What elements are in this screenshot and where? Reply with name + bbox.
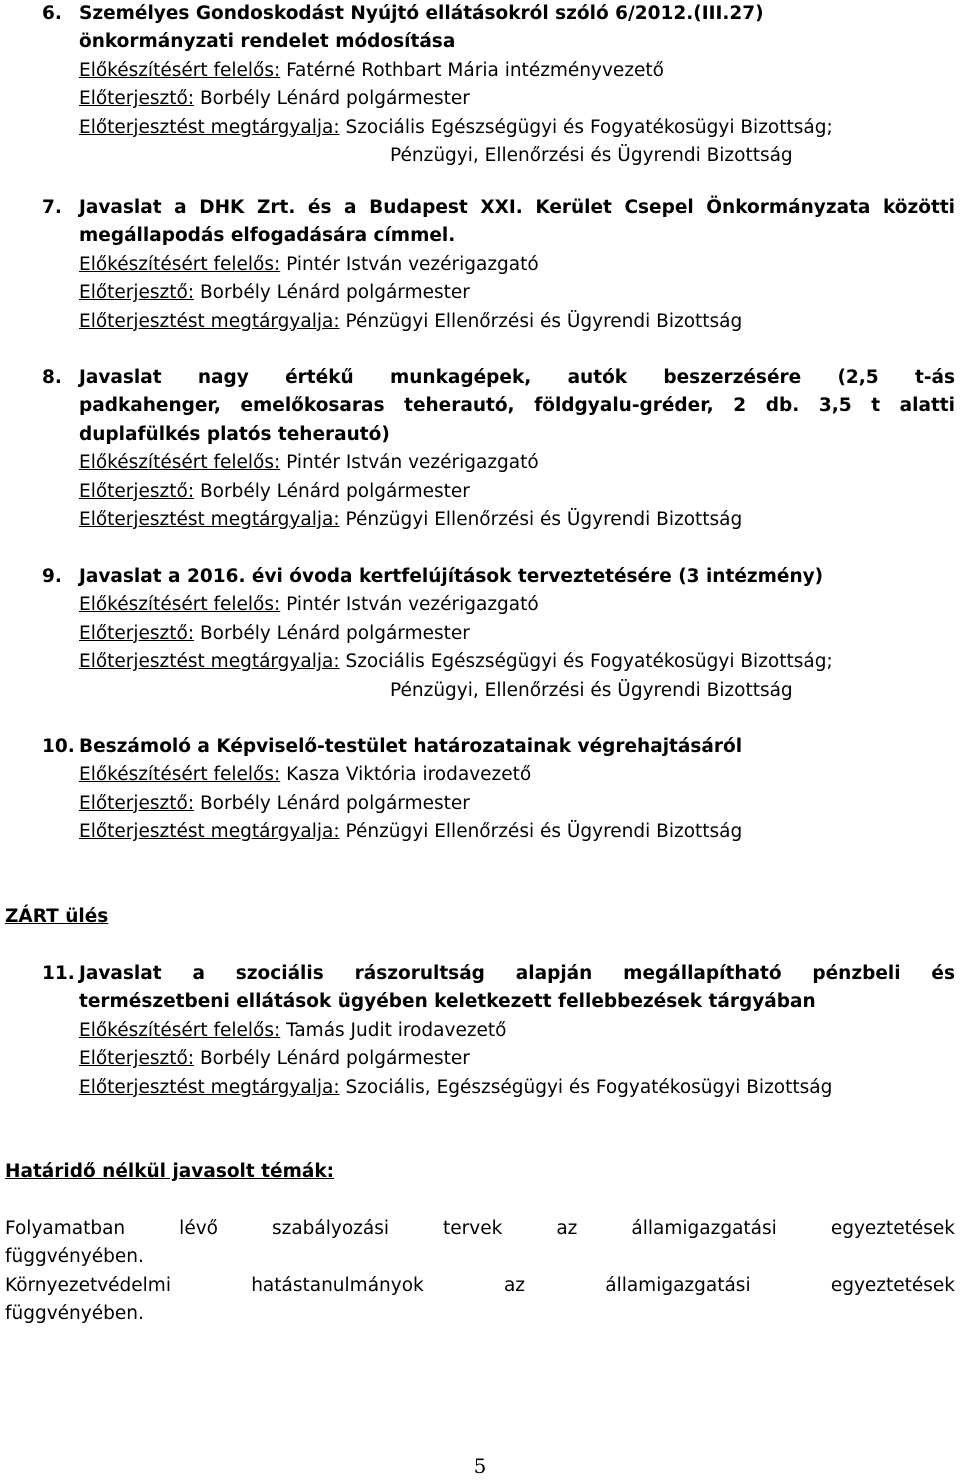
discussed-row: Előterjesztést megtárgyalja: Szociális, Egészségügyi és Fogyatékosügyi Bizottság	[79, 1076, 833, 1098]
agenda-item-9	[0, 563, 960, 705]
item-title: Javaslat nagy értékű munkagépek, autók beszerzésére (2,5 t-ás padkahenger, emelőkosaras teherautó, földgyalu-gréder, 2 db. 3,5 t alatti duplafülkés platós teherautó)	[79, 367, 955, 445]
preparer-row: Előkészítésért felelős: Pintér István vezérigazgató	[79, 594, 539, 616]
item-title: Javaslat a DHK Zrt. és a Budapest XXI. Kerület Csepel Önkormányzata közötti megállapodás elfogadására címmel.	[79, 197, 955, 247]
presenter-row: Előterjesztő: Borbély Lénárd polgármester	[79, 88, 470, 110]
preparer-row: Előkészítésért felelős: Kasza Viktória irodavezető	[79, 764, 532, 786]
preparer-row: Előkészítésért felelős: Pintér István vezérigazgató	[79, 253, 539, 275]
agenda-item-6	[0, 0, 960, 170]
presenter-row: Előterjesztő: Borbély Lénárd polgármester	[79, 1048, 470, 1070]
agenda-item-11	[0, 960, 960, 1102]
discussed-row: Előterjesztést megtárgyalja: Szociális Egészségügyi és Fogyatékosügyi Bizottság;	[79, 116, 833, 138]
agenda-item-7	[0, 194, 960, 336]
item-title: Javaslat a 2016. évi óvoda kertfelújítások terveztetésére (3 intézmény)	[79, 566, 824, 587]
page-number: 5	[473, 1454, 487, 1478]
item-number: 11.	[42, 963, 75, 984]
discussed-row: Előterjesztést megtárgyalja: Szociális Egészségügyi és Fogyatékosügyi Bizottság;	[79, 651, 833, 673]
discussed-row: Előterjesztést megtárgyalja: Pénzügyi Ellenőrzési és Ügyrendi Bizottság	[79, 310, 743, 332]
agenda-item-8	[0, 364, 960, 534]
preparer-row: Előkészítésért felelős: Pintér István vezérigazgató	[79, 452, 539, 474]
closed-session-heading: ZÁRT ülés	[5, 906, 109, 927]
item-number: 6.	[42, 3, 62, 24]
item-number: 8.	[42, 367, 62, 388]
no-deadline-topic: Folyamatban lévő szabályozási tervek az államigazgatási egyeztetések függvényében.	[5, 1218, 955, 1268]
no-deadline-heading: Határidő nélkül javasolt témák:	[5, 1161, 335, 1182]
item-title: Javaslat a szociális rászorultság alapján megállapítható pénzbeli és természetbeni ellátások ügyében keletkezett fellebbezések tárgyában	[79, 963, 955, 1013]
item-title: Beszámoló a Képviselő-testület határozatainak végrehajtásáról	[79, 736, 743, 757]
discussed-row: Előterjesztést megtárgyalja: Pénzügyi Ellenőrzési és Ügyrendi Bizottság	[79, 509, 743, 531]
discussed-continuation: Pénzügyi, Ellenőrzési és Ügyrendi Bizottság	[390, 145, 793, 167]
presenter-row: Előterjesztő: Borbély Lénárd polgármester	[79, 480, 470, 502]
presenter-row: Előterjesztő: Borbély Lénárd polgármester	[79, 792, 470, 814]
item-number: 9.	[42, 566, 62, 587]
discussed-row: Előterjesztést megtárgyalja: Pénzügyi Ellenőrzési és Ügyrendi Bizottság	[79, 821, 743, 843]
preparer-row: Előkészítésért felelős: Tamás Judit irodavezető	[79, 1019, 507, 1041]
presenter-row: Előterjesztő: Borbély Lénárd polgármester	[79, 282, 470, 304]
preparer-row: Előkészítésért felelős: Fatérné Rothbart Mária intézményvezető	[79, 59, 664, 81]
agenda-item-10	[0, 733, 960, 847]
no-deadline-topic: Környezetvédelmi hatástanulmányok az államigazgatási egyeztetések függvényében.	[5, 1275, 955, 1325]
presenter-row: Előterjesztő: Borbély Lénárd polgármester	[79, 622, 470, 644]
item-number: 7.	[42, 197, 62, 218]
item-number: 10.	[42, 736, 75, 757]
discussed-continuation: Pénzügyi, Ellenőrzési és Ügyrendi Bizottság	[390, 679, 793, 701]
item-title: Személyes Gondoskodást Nyújtó ellátásokról szóló 6/2012.(III.27) önkormányzati rendelet módosítása	[79, 3, 764, 53]
